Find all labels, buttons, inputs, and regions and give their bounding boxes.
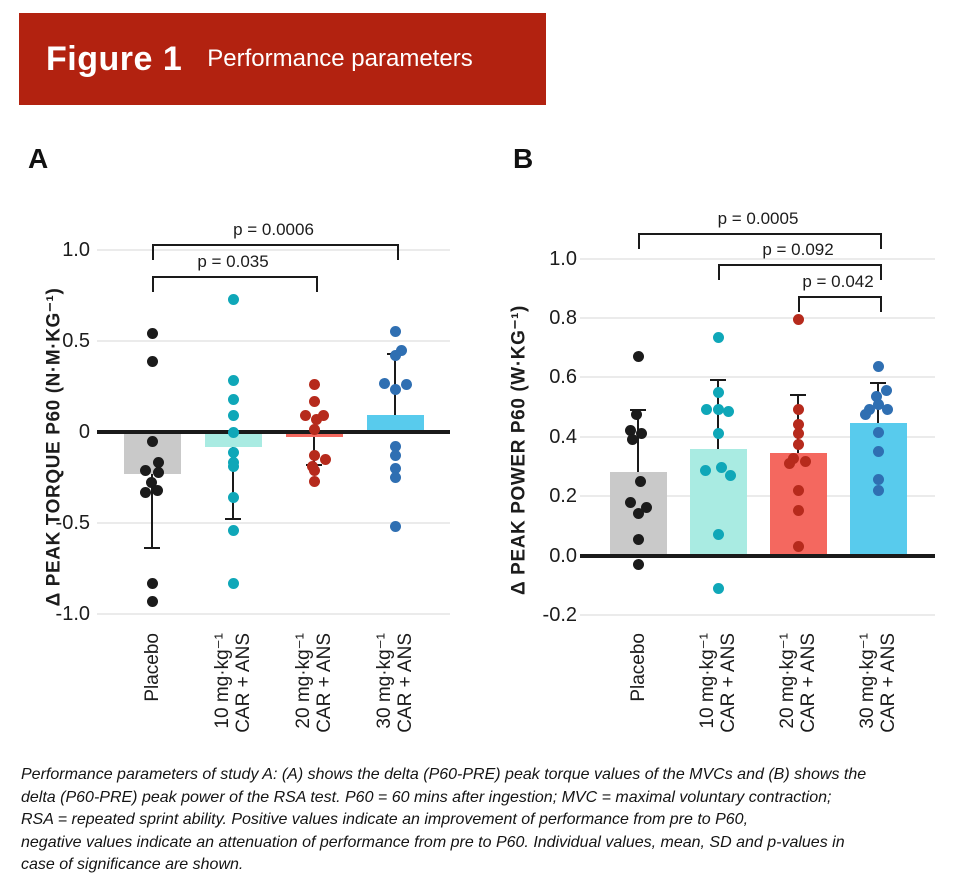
- x-tick-line: CAR + ANS: [718, 633, 739, 733]
- y-tick-label: -1.0: [55, 603, 90, 625]
- figure-banner: [19, 13, 546, 105]
- figure-label: Figure 1: [46, 39, 183, 78]
- data-point: [713, 583, 724, 594]
- p-value-label: p = 0.0006: [233, 219, 314, 239]
- x-tick-label: [857, 633, 899, 751]
- data-point: [713, 529, 724, 540]
- data-point: [625, 497, 636, 508]
- data-point: [228, 492, 239, 503]
- data-point: [152, 485, 163, 496]
- data-point: [311, 414, 322, 425]
- data-point: [228, 427, 239, 438]
- data-point: [153, 467, 164, 478]
- data-point: [390, 521, 401, 532]
- data-point: [228, 461, 239, 472]
- data-point: [390, 450, 401, 461]
- significance-bracket: [718, 264, 882, 280]
- x-tick-line: 30 mg·kg⁻¹: [857, 633, 878, 729]
- data-point: [228, 447, 239, 458]
- y-axis-title: Δ PEAK TORQUE P60 (N·M·KG⁻¹): [43, 287, 65, 607]
- data-point: [633, 559, 644, 570]
- x-tick-line: 10 mg·kg⁻¹: [697, 633, 718, 729]
- p-value-label: p = 0.035: [197, 252, 269, 272]
- data-point: [793, 428, 804, 439]
- data-point: [882, 404, 893, 415]
- significance-bracket: [798, 296, 882, 312]
- figure-caption: [21, 764, 951, 877]
- data-point: [309, 476, 320, 487]
- data-point: [300, 410, 311, 421]
- data-point: [873, 485, 884, 496]
- x-tick-line: CAR + ANS: [878, 633, 899, 733]
- x-tick-line: CAR + ANS: [314, 633, 335, 733]
- x-tick-label: [212, 633, 254, 751]
- data-point: [793, 541, 804, 552]
- caption-line: delta (P60-PRE) peak power of the RSA test. P60 = 60 mins after ingestion; MVC = maximal voluntary contraction;: [21, 788, 832, 806]
- data-point: [873, 474, 884, 485]
- zero-axis-line: [97, 430, 450, 434]
- x-tick-label: [628, 633, 649, 751]
- data-point: [627, 434, 638, 445]
- data-point: [309, 379, 320, 390]
- gridline: [97, 613, 450, 615]
- data-point: [881, 385, 892, 396]
- data-point: [784, 458, 795, 469]
- data-point: [140, 487, 151, 498]
- x-tick-line: Placebo: [141, 633, 163, 702]
- figure-title: Performance parameters: [207, 45, 473, 72]
- x-tick-line: CAR + ANS: [798, 633, 819, 733]
- y-tick-label: 0.2: [549, 485, 577, 508]
- data-point: [147, 356, 158, 367]
- data-point: [873, 361, 884, 372]
- panel-letter-A: A: [28, 143, 49, 174]
- data-point: [631, 409, 642, 420]
- y-tick-label: 1.0: [549, 247, 577, 270]
- data-point: [723, 406, 734, 417]
- y-tick-label: 1.0: [62, 239, 90, 261]
- data-point: [700, 465, 711, 476]
- data-point: [320, 454, 331, 465]
- data-point: [793, 404, 804, 415]
- gridline: [580, 614, 935, 616]
- data-point: [633, 508, 644, 519]
- data-point: [140, 465, 151, 476]
- data-point: [873, 427, 884, 438]
- x-tick-label: [293, 633, 335, 751]
- sd-whisker-cap: [710, 379, 726, 381]
- gridline: [580, 317, 935, 319]
- data-point: [228, 294, 239, 305]
- p-value-label: p = 0.042: [802, 271, 874, 291]
- y-tick-label: 0: [78, 421, 90, 443]
- data-point: [800, 456, 811, 467]
- data-point: [309, 396, 320, 407]
- caption-line: RSA = repeated sprint ability. Positive values indicate an improvement of performance from pre to P60,: [21, 811, 749, 828]
- data-point: [228, 394, 239, 405]
- data-point: [390, 326, 401, 337]
- data-point: [228, 375, 239, 386]
- x-tick-line: 30 mg·kg⁻¹: [374, 633, 395, 729]
- data-point: [793, 439, 804, 450]
- x-tick-label: [697, 633, 739, 751]
- data-point: [147, 578, 158, 589]
- y-tick-label: -0.2: [542, 603, 577, 626]
- data-point: [713, 387, 724, 398]
- data-point: [633, 534, 644, 545]
- y-tick-label: -0.5: [55, 512, 90, 534]
- x-tick-line: 20 mg·kg⁻¹: [293, 633, 314, 729]
- x-tick-line: 20 mg·kg⁻¹: [777, 633, 798, 729]
- x-tick-line: 10 mg·kg⁻¹: [212, 633, 233, 729]
- y-tick-label: 0.5: [62, 330, 90, 352]
- caption-line: negative values indicate an attenuation of performance from pre to P60. Individual values, mean, SD and p-values in: [21, 833, 845, 851]
- y-tick-label: 0.6: [549, 366, 577, 389]
- data-point: [860, 409, 871, 420]
- data-point: [713, 332, 724, 343]
- y-axis-title: Δ PEAK POWER P60 (W·KG⁻¹): [508, 305, 530, 595]
- data-point: [309, 465, 320, 476]
- caption-line: Performance parameters of study A: (A) shows the delta (P60-PRE) peak torque values of the MVCs and (B) shows the: [21, 766, 867, 783]
- data-point: [228, 578, 239, 589]
- data-point: [147, 328, 158, 339]
- data-point: [228, 410, 239, 421]
- significance-bracket: [638, 233, 882, 249]
- data-point: [713, 428, 724, 439]
- data-point: [379, 378, 390, 389]
- data-point: [793, 485, 804, 496]
- data-point: [793, 505, 804, 516]
- data-point: [309, 424, 320, 435]
- data-point: [390, 384, 401, 395]
- sd-whisker-cap: [225, 518, 241, 520]
- data-point: [390, 472, 401, 483]
- data-point: [147, 596, 158, 607]
- significance-bracket: [152, 244, 399, 260]
- y-tick-label: 0.4: [549, 425, 577, 448]
- x-tick-label: [374, 633, 416, 751]
- data-point: [701, 404, 712, 415]
- data-point: [309, 450, 320, 461]
- x-tick-line: CAR + ANS: [395, 633, 416, 733]
- p-value-label: p = 0.0005: [717, 208, 799, 228]
- data-point: [390, 350, 401, 361]
- data-point: [725, 470, 736, 481]
- gridline: [97, 340, 450, 342]
- p-value-label: p = 0.092: [762, 240, 834, 260]
- data-point: [793, 314, 804, 325]
- zero-axis-line: [580, 554, 935, 558]
- x-tick-label: [777, 633, 819, 751]
- sd-whisker-cap: [790, 394, 806, 396]
- caption-line: case of significance are shown.: [21, 856, 244, 873]
- sd-whisker-cap: [870, 382, 886, 384]
- data-point: [228, 525, 239, 536]
- y-tick-label: 0.0: [549, 544, 577, 567]
- x-tick-label: [142, 633, 163, 751]
- data-point: [401, 379, 412, 390]
- data-point: [147, 436, 158, 447]
- data-point: [873, 446, 884, 457]
- sd-whisker-cap: [144, 547, 160, 549]
- data-point: [713, 404, 724, 415]
- x-tick-line: Placebo: [627, 633, 649, 702]
- data-point: [635, 476, 646, 487]
- x-tick-line: CAR + ANS: [233, 633, 254, 733]
- y-tick-label: 0.8: [549, 306, 577, 329]
- data-point: [633, 351, 644, 362]
- gridline: [580, 376, 935, 378]
- significance-bracket: [152, 276, 318, 292]
- panel-letter-B: B: [513, 143, 534, 174]
